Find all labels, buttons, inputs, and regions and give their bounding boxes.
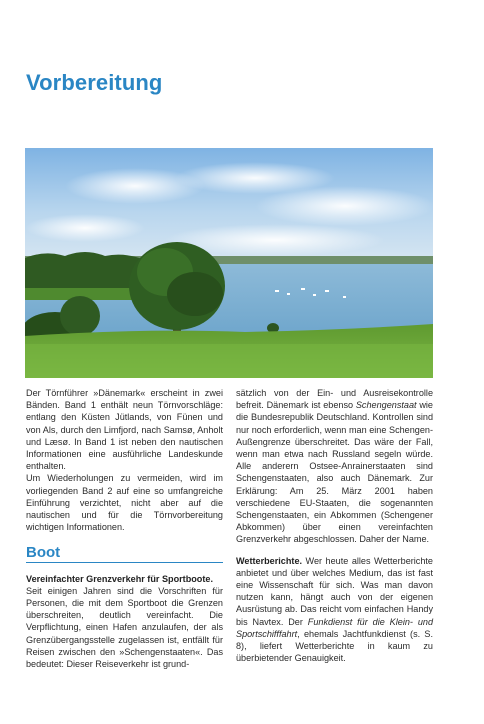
schengen-text-b: wie die Bundesrepublik Deutschland. Kontrollen sind nur noch erforderlich, wenn man eine Schengen-Außengrenze überschreitet. Das wäre der Fall, wenn man etwa nach Russland segeln würde. Alle anderern Ostsee-Anrainerstaaten sind Schengenstaaten, also auch Dänemark. Zur Erklärung: Am 25. März 2001 haben verschiedene EU-Staaten, die sogenannten Schengenstaaten, ein Abkommen (Schengener Abkommen) über einen vereinfachten Grenzverkehr abgeschlossen. Daher der Name. <box>236 400 433 545</box>
wetter-paragraph <box>236 555 433 665</box>
wetter-text-a: Wer heute alles Wetterberichte anbietet und über welches Medium, das ist fast eine Wissenschaft für sich. Was man davon nutzen kann, hängt auch von der eigenen Ausrüstung ab. Das reicht vom einfachen Handy bis Navtex. Der <box>236 555 433 627</box>
intro-paragraph: Der Törnführer »Dänemark« erscheint in zwei Bänden. Band 1 enthält neun Törnvorschläge: entlang den Küsten Jütlands, von Fünen und von Als, durch den Limfjord, nach Samsø, Anholt und Læsø. In Band 1 ist neben den nautischen Informationen eine ausführliche Landeskunde enthalten. <box>26 388 223 472</box>
schengen-term: Schengenstaat <box>355 400 417 411</box>
grenzverkehr-text: Seit einigen Jahren sind die Vorschriften für Personen, die mit dem Sportboot die Grenzen überschreiten, deutlich vereinfacht. Die Verpflichtung, einen Hafen anzulaufen, der als Grenzübergangsstelle zugelassen ist, entfällt für Reisen zwischen den »Schengenstaaten«. Das bedeutet: Dieser Reiseverkehr ist grund- <box>26 585 223 670</box>
section-heading-boot: Boot <box>26 547 223 562</box>
schengen-text-a: sätzlich von der Ein- und Ausreisekontrolle befreit. Dänemark ist ebenso <box>236 388 433 411</box>
page-title: Vorbereitung <box>26 70 163 95</box>
grenzverkehr-title: Vereinfachter Grenzverkehr für Sportboote. <box>26 573 213 584</box>
funkdienst-term: Funkdienst für die Klein- und Sportschifffahrt <box>236 616 433 639</box>
landscape-photo <box>25 148 433 378</box>
landscape-photo-illustration <box>25 148 433 378</box>
right-column <box>236 387 433 664</box>
grenzverkehr-paragraph <box>26 573 223 671</box>
left-column <box>26 387 223 670</box>
wetter-text-b: , ehemals Jachtfunkdienst (s. S. 8), liefert Wetterberichte in kaum zu überbietender Genauigkeit. <box>236 628 433 664</box>
intro-paragraph-2: Um Wiederholungen zu vermeiden, wird im vorliegenden Band 2 auf eine so umfangreiche Einführung verzichtet, nicht aber auf die nautischen und für die Törnvorbereitung wichtigen Informationen. <box>26 473 223 533</box>
schengen-paragraph <box>236 387 433 546</box>
wetter-title: Wetterberichte. <box>236 555 303 566</box>
